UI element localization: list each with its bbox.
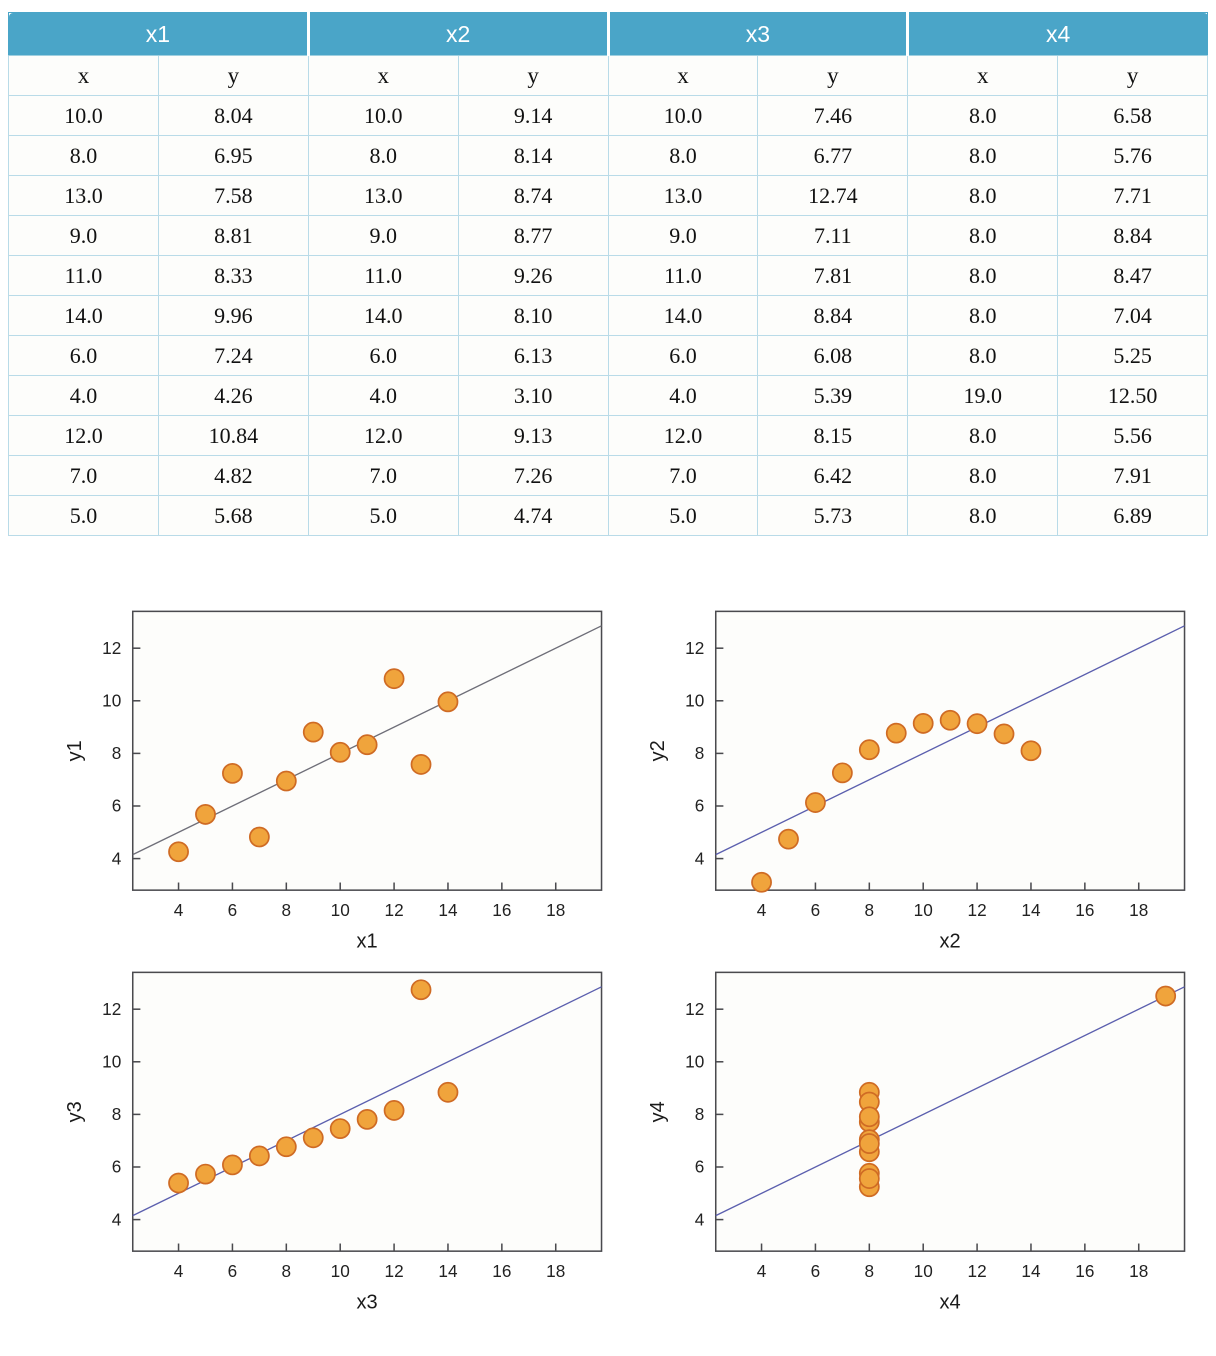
table-cell: 6.42 — [758, 456, 908, 496]
data-point — [250, 827, 269, 846]
data-point — [196, 1165, 215, 1184]
x-tick-label: 14 — [438, 1261, 458, 1282]
y-axis-label: y3 — [64, 1101, 87, 1123]
x-axis-label: x1 — [356, 930, 378, 953]
table-row — [9, 496, 1208, 536]
table-cell: 8.15 — [758, 416, 908, 456]
x-tick-label: 12 — [967, 1261, 987, 1282]
anscombe-data-table — [8, 12, 1208, 536]
data-point — [223, 764, 242, 783]
plot-frame — [716, 973, 1185, 1252]
y-tick-label: 12 — [685, 637, 705, 658]
subheader-x3-y: y — [758, 56, 908, 96]
table-cell: 4.0 — [308, 376, 458, 416]
y-tick-label: 12 — [102, 999, 122, 1020]
data-point — [1156, 987, 1175, 1006]
y-tick-label: 8 — [694, 1104, 705, 1125]
table-subheader-row — [9, 56, 1208, 96]
table-cell: 12.74 — [758, 176, 908, 216]
table-cell: 8.0 — [608, 136, 758, 176]
table-cell: 6.95 — [158, 136, 308, 176]
table-cell: 8.0 — [908, 416, 1058, 456]
y-tick-label: 10 — [685, 1051, 705, 1072]
data-point — [887, 724, 906, 743]
y-tick-label: 10 — [685, 690, 705, 711]
scatter-plot-x3 — [64, 959, 613, 1314]
x-tick-label: 14 — [1021, 899, 1041, 920]
table-cell: 14.0 — [9, 296, 159, 336]
table-row — [9, 96, 1208, 136]
data-point — [169, 842, 188, 861]
x-tick-label: 6 — [810, 1261, 821, 1282]
table-cell: 4.26 — [158, 376, 308, 416]
table-cell: 3.10 — [458, 376, 608, 416]
table-cell: 5.0 — [9, 496, 159, 536]
table-row — [9, 296, 1208, 336]
table-cell: 7.81 — [758, 256, 908, 296]
x-tick-label: 8 — [281, 899, 292, 920]
table-cell: 5.73 — [758, 496, 908, 536]
data-point — [411, 755, 430, 774]
table-cell: 8.0 — [908, 136, 1058, 176]
y-tick-label: 8 — [111, 743, 122, 764]
table-row — [9, 256, 1208, 296]
table-cell: 7.46 — [758, 96, 908, 136]
table-cell: 11.0 — [9, 256, 159, 296]
y-tick-label: 12 — [685, 999, 705, 1020]
table-cell: 5.0 — [308, 496, 458, 536]
data-point — [385, 669, 404, 688]
y-axis-label: y2 — [647, 740, 670, 762]
y-tick-label: 6 — [694, 795, 705, 816]
y-tick-label: 6 — [111, 795, 122, 816]
y-axis-label: y1 — [64, 740, 87, 762]
x-axis-label: x2 — [939, 930, 961, 953]
table-cell: 13.0 — [308, 176, 458, 216]
subheader-x1-x: x — [9, 56, 159, 96]
table-cell: 12.50 — [1058, 376, 1208, 416]
x-tick-label: 10 — [330, 1261, 350, 1282]
data-point — [833, 763, 852, 782]
subheader-x2-y: y — [458, 56, 608, 96]
table-cell: 5.39 — [758, 376, 908, 416]
table-cell: 8.0 — [908, 336, 1058, 376]
scatter-plot-x1 — [64, 598, 613, 953]
table-cell: 12.0 — [308, 416, 458, 456]
table-cell: 10.84 — [158, 416, 308, 456]
table-cell: 13.0 — [608, 176, 758, 216]
table-cell: 6.13 — [458, 336, 608, 376]
table-cell: 4.74 — [458, 496, 608, 536]
x-tick-label: 12 — [384, 899, 404, 920]
table-cell: 12.0 — [608, 416, 758, 456]
data-point — [277, 1137, 296, 1156]
y-tick-label: 6 — [111, 1156, 122, 1177]
table-row — [9, 216, 1208, 256]
data-point — [250, 1147, 269, 1166]
x-tick-label: 12 — [384, 1261, 404, 1282]
x-tick-label: 10 — [913, 1261, 933, 1282]
data-point — [304, 723, 323, 742]
x-tick-label: 18 — [1129, 1261, 1149, 1282]
x-tick-label: 10 — [330, 899, 350, 920]
x-tick-label: 8 — [864, 1261, 875, 1282]
table-row — [9, 176, 1208, 216]
table-cell: 8.0 — [308, 136, 458, 176]
x-tick-label: 10 — [913, 899, 933, 920]
table-cell: 8.0 — [908, 496, 1058, 536]
x-tick-label: 8 — [864, 899, 875, 920]
table-row — [9, 416, 1208, 456]
x-axis-label: x3 — [356, 1291, 378, 1314]
table-cell: 5.68 — [158, 496, 308, 536]
data-point — [277, 771, 296, 790]
table-cell: 5.76 — [1058, 136, 1208, 176]
table-cell: 8.14 — [458, 136, 608, 176]
data-point — [304, 1128, 323, 1147]
table-cell: 5.56 — [1058, 416, 1208, 456]
data-point — [169, 1174, 188, 1193]
group-header-x4: x4 — [908, 13, 1208, 56]
data-point — [358, 1110, 377, 1129]
x-tick-label: 16 — [492, 1261, 512, 1282]
x-tick-label: 18 — [1129, 899, 1149, 920]
table-cell: 10.0 — [9, 96, 159, 136]
x-axis-label: x4 — [939, 1291, 961, 1314]
plot-cell — [64, 598, 613, 953]
table-cell: 4.82 — [158, 456, 308, 496]
table-cell: 11.0 — [308, 256, 458, 296]
data-point — [752, 873, 771, 892]
x-tick-label: 14 — [1021, 1261, 1041, 1282]
subheader-x2-x: x — [308, 56, 458, 96]
data-point — [438, 1083, 457, 1102]
plot-cell — [647, 959, 1196, 1314]
data-point — [860, 1107, 879, 1126]
table-cell: 12.0 — [9, 416, 159, 456]
table-cell: 6.0 — [308, 336, 458, 376]
x-tick-label: 16 — [1075, 899, 1095, 920]
data-point — [331, 743, 350, 762]
subheader-x3-x: x — [608, 56, 758, 96]
x-tick-label: 6 — [227, 899, 238, 920]
table-cell: 6.08 — [758, 336, 908, 376]
table-cell: 9.26 — [458, 256, 608, 296]
data-point — [331, 1119, 350, 1138]
table-cell: 8.84 — [1058, 216, 1208, 256]
table-cell: 6.0 — [608, 336, 758, 376]
data-point — [860, 1169, 879, 1188]
x-tick-label: 18 — [546, 1261, 566, 1282]
table-group-header-row — [9, 13, 1208, 56]
table-cell: 7.26 — [458, 456, 608, 496]
data-point — [994, 724, 1013, 743]
data-point — [358, 735, 377, 754]
table-cell: 9.14 — [458, 96, 608, 136]
x-tick-label: 16 — [492, 899, 512, 920]
table-cell: 8.0 — [908, 216, 1058, 256]
table-cell: 8.0 — [908, 176, 1058, 216]
plot-cell — [647, 598, 1196, 953]
table-cell: 11.0 — [608, 256, 758, 296]
scatter-plot-grid — [8, 536, 1208, 1320]
table-cell: 6.58 — [1058, 96, 1208, 136]
table-cell: 4.0 — [9, 376, 159, 416]
table-body — [9, 96, 1208, 536]
y-tick-label: 6 — [694, 1156, 705, 1177]
table-cell: 8.0 — [908, 256, 1058, 296]
group-header-x3: x3 — [608, 13, 908, 56]
x-tick-label: 4 — [756, 1261, 767, 1282]
table-cell: 9.0 — [308, 216, 458, 256]
data-point — [806, 793, 825, 812]
scatter-plot-x2 — [647, 598, 1196, 953]
table-cell: 5.25 — [1058, 336, 1208, 376]
table-cell: 7.58 — [158, 176, 308, 216]
table-cell: 8.0 — [908, 456, 1058, 496]
x-tick-label: 6 — [227, 1261, 238, 1282]
table-cell: 13.0 — [9, 176, 159, 216]
x-tick-label: 8 — [281, 1261, 292, 1282]
data-point — [223, 1156, 242, 1175]
table-row — [9, 336, 1208, 376]
y-axis-label: y4 — [647, 1101, 670, 1123]
x-tick-label: 18 — [546, 899, 566, 920]
table-cell: 8.47 — [1058, 256, 1208, 296]
table-cell: 8.74 — [458, 176, 608, 216]
x-tick-label: 4 — [756, 899, 767, 920]
table-cell: 14.0 — [608, 296, 758, 336]
table-cell: 6.77 — [758, 136, 908, 176]
table-cell: 9.0 — [608, 216, 758, 256]
subheader-x4-y: y — [1058, 56, 1208, 96]
x-tick-label: 4 — [173, 899, 184, 920]
plot-cell — [64, 959, 613, 1314]
y-tick-label: 10 — [102, 1051, 122, 1072]
data-point — [860, 1134, 879, 1153]
y-tick-label: 4 — [111, 1209, 122, 1230]
table-cell: 8.0 — [9, 136, 159, 176]
y-tick-label: 8 — [694, 743, 705, 764]
subheader-x1-y: y — [158, 56, 308, 96]
y-tick-label: 4 — [694, 848, 705, 869]
table-cell: 8.0 — [908, 296, 1058, 336]
table-cell: 8.84 — [758, 296, 908, 336]
table-cell: 8.33 — [158, 256, 308, 296]
table-cell: 4.0 — [608, 376, 758, 416]
data-point — [411, 980, 430, 999]
table-cell: 7.0 — [608, 456, 758, 496]
table-cell: 6.89 — [1058, 496, 1208, 536]
table-cell: 10.0 — [608, 96, 758, 136]
table-cell: 6.0 — [9, 336, 159, 376]
table-cell: 14.0 — [308, 296, 458, 336]
x-tick-label: 14 — [438, 899, 458, 920]
y-tick-label: 4 — [111, 848, 122, 869]
x-tick-label: 6 — [810, 899, 821, 920]
x-tick-label: 16 — [1075, 1261, 1095, 1282]
table-cell: 5.0 — [608, 496, 758, 536]
table-cell: 7.04 — [1058, 296, 1208, 336]
table-cell: 7.24 — [158, 336, 308, 376]
table-cell: 7.91 — [1058, 456, 1208, 496]
table-row — [9, 376, 1208, 416]
y-tick-label: 10 — [102, 690, 122, 711]
table-cell: 9.0 — [9, 216, 159, 256]
table-cell: 8.04 — [158, 96, 308, 136]
x-tick-label: 4 — [173, 1261, 184, 1282]
table-cell: 7.0 — [9, 456, 159, 496]
table-cell: 8.10 — [458, 296, 608, 336]
table-cell: 9.13 — [458, 416, 608, 456]
data-point — [914, 714, 933, 733]
data-point — [385, 1101, 404, 1120]
table-cell: 8.77 — [458, 216, 608, 256]
table-cell: 7.11 — [758, 216, 908, 256]
y-tick-label: 12 — [102, 637, 122, 658]
data-point — [196, 805, 215, 824]
y-tick-label: 4 — [694, 1209, 705, 1230]
table-cell: 7.71 — [1058, 176, 1208, 216]
subheader-x4-x: x — [908, 56, 1058, 96]
data-point — [779, 830, 798, 849]
data-point — [941, 711, 960, 730]
x-tick-label: 12 — [967, 899, 987, 920]
data-point — [968, 714, 987, 733]
data-point — [860, 740, 879, 759]
data-point — [438, 692, 457, 711]
table-row — [9, 456, 1208, 496]
table-cell: 8.0 — [908, 96, 1058, 136]
table-row — [9, 136, 1208, 176]
table-cell: 10.0 — [308, 96, 458, 136]
group-header-x2: x2 — [308, 13, 608, 56]
scatter-plot-x4 — [647, 959, 1196, 1314]
y-tick-label: 8 — [111, 1104, 122, 1125]
group-header-x1: x1 — [9, 13, 309, 56]
table-cell: 19.0 — [908, 376, 1058, 416]
table-cell: 9.96 — [158, 296, 308, 336]
table-cell: 7.0 — [308, 456, 458, 496]
data-point — [1021, 741, 1040, 760]
table-cell: 8.81 — [158, 216, 308, 256]
